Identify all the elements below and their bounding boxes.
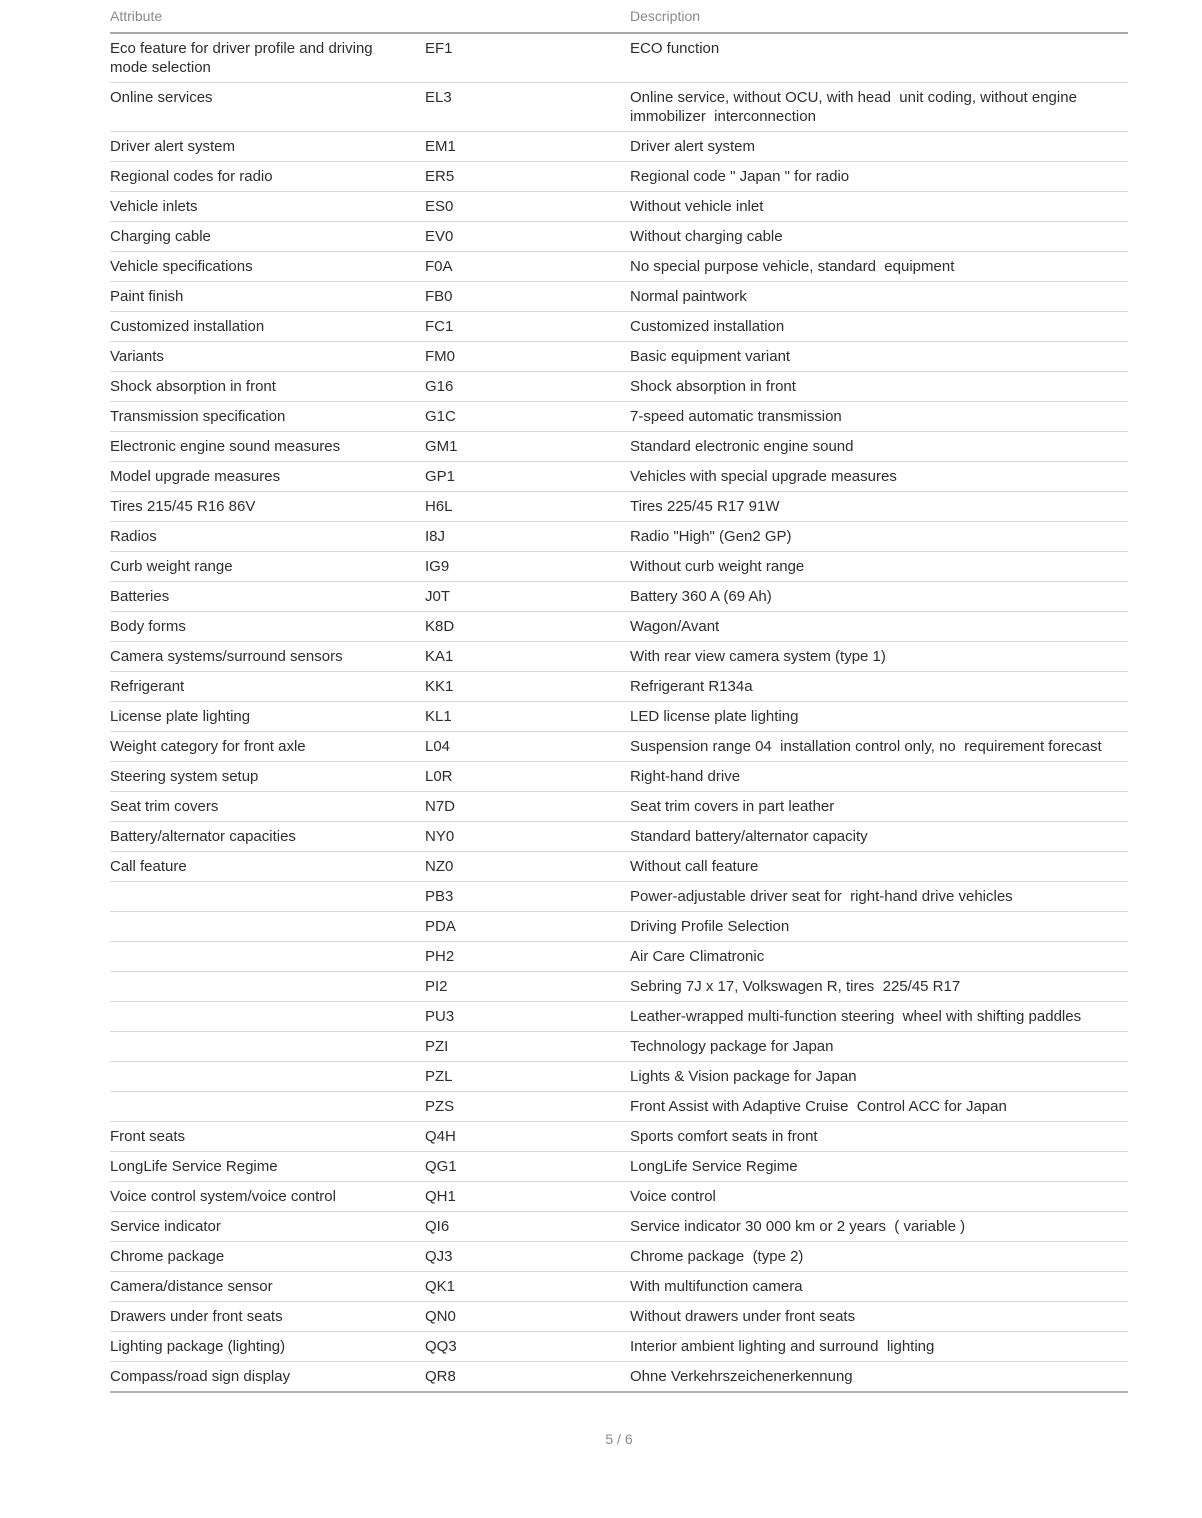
attribute-cell: Chrome package: [110, 1248, 225, 1265]
code-cell: QQ3: [425, 1338, 457, 1355]
description-cell: Lights & Vision package for Japan: [630, 1068, 857, 1085]
code-cell: QI6: [425, 1218, 450, 1235]
description-cell: LED license plate lighting: [630, 708, 799, 725]
attribute-cell: Compass/road sign display: [110, 1368, 291, 1385]
description-cell: Technology package for Japan: [630, 1038, 834, 1055]
attribute-cell: Curb weight range: [110, 558, 233, 575]
description-cell: Without call feature: [630, 858, 759, 875]
table-row: [110, 34, 1128, 83]
attribute-cell: Weight category for front axle: [110, 738, 306, 755]
table-row: [110, 732, 1128, 762]
table-row: [110, 1302, 1128, 1332]
code-cell: IG9: [425, 558, 450, 575]
description-cell: Ohne Verkehrszeichenerkennung: [630, 1368, 853, 1385]
table-row: [110, 552, 1128, 582]
code-cell: GP1: [425, 468, 456, 485]
description-cell: Without curb weight range: [630, 558, 805, 575]
attribute-cell: Variants: [110, 348, 164, 365]
description-cell: Driving Profile Selection: [630, 918, 790, 935]
code-cell: ES0: [425, 198, 454, 215]
attribute-cell: Regional codes for radio: [110, 168, 273, 185]
description-cell: 7-speed automatic transmission: [630, 408, 842, 425]
description-cell: Refrigerant R134a: [630, 678, 753, 695]
description-cell: Service indicator 30 000 km or 2 years ( variable ): [630, 1218, 966, 1235]
description-cell: ECO function: [630, 40, 720, 57]
attribute-cell: License plate lighting: [110, 708, 251, 725]
description-cell: With rear view camera system (type 1): [630, 648, 886, 665]
description-cell: Shock absorption in front: [630, 378, 796, 395]
table-row: [110, 83, 1128, 132]
description-cell: Basic equipment variant: [630, 348, 791, 365]
description-cell: Vehicles with special upgrade measures: [630, 468, 897, 485]
attribute-cell: LongLife Service Regime: [110, 1158, 278, 1175]
description-cell: Right-hand drive: [630, 768, 741, 785]
code-cell: FM0: [425, 348, 455, 365]
table-row: [110, 1182, 1128, 1212]
table-row: [110, 672, 1128, 702]
attribute-cell: Body forms: [110, 618, 186, 635]
table-row: [110, 612, 1128, 642]
code-cell: NY0: [425, 828, 455, 845]
table-row: [110, 162, 1128, 192]
attribute-cell: Eco feature for driver profile and driving mode selection: [110, 40, 377, 76]
table-row: [110, 1152, 1128, 1182]
code-cell: PZL: [425, 1068, 453, 1085]
description-cell: Sebring 7J x 17, Volkswagen R, tires 225/45 R17: [630, 978, 961, 995]
code-cell: F0A: [425, 258, 453, 275]
table-row: [110, 1272, 1128, 1302]
description-cell: Seat trim covers in part leather: [630, 798, 835, 815]
code-cell: QN0: [425, 1308, 456, 1325]
table-row: [110, 1002, 1128, 1032]
code-cell: I8J: [425, 528, 446, 545]
code-cell: QJ3: [425, 1248, 453, 1265]
table-row: [110, 132, 1128, 162]
table-row: [110, 1362, 1128, 1393]
table-row: [110, 1332, 1128, 1362]
attribute-cell: [110, 917, 425, 936]
table-row: [110, 252, 1128, 282]
description-cell: No special purpose vehicle, standard equipment: [630, 258, 955, 275]
attribute-cell: Radios: [110, 528, 157, 545]
attribute-cell: Electronic engine sound measures: [110, 438, 341, 455]
code-cell: PZS: [425, 1098, 455, 1115]
table-row: [110, 462, 1128, 492]
table-header-row: [110, 6, 1128, 34]
code-cell: L0R: [425, 768, 453, 785]
code-cell: PZI: [425, 1038, 449, 1055]
description-cell: With multifunction camera: [630, 1278, 803, 1295]
description-cell: Suspension range 04 installation control only, no requirement forecast: [630, 738, 1102, 755]
description-cell: Tires 225/45 R17 91W: [630, 498, 780, 515]
code-cell: N7D: [425, 798, 456, 815]
table-row: [110, 282, 1128, 312]
code-cell: GM1: [425, 438, 458, 455]
code-cell: FB0: [425, 288, 453, 305]
code-cell: L04: [425, 738, 451, 755]
table-row: [110, 702, 1128, 732]
attribute-cell: Steering system setup: [110, 768, 259, 785]
attributes-table: [110, 6, 1128, 1393]
code-cell: QK1: [425, 1278, 456, 1295]
code-cell: PDA: [425, 918, 456, 935]
code-cell: QH1: [425, 1188, 456, 1205]
code-cell: ER5: [425, 168, 455, 185]
table-row: [110, 1242, 1128, 1272]
description-cell: Power-adjustable driver seat for right-hand drive vehicles: [630, 888, 1013, 905]
code-cell: PI2: [425, 978, 448, 995]
attribute-cell: Service indicator: [110, 1218, 221, 1235]
attribute-cell: [110, 947, 425, 966]
code-cell: PB3: [425, 888, 454, 905]
code-cell: QG1: [425, 1158, 457, 1175]
description-cell: Front Assist with Adaptive Cruise Control ACC for Japan: [630, 1098, 1007, 1115]
attribute-cell: [110, 887, 425, 906]
table-row: [110, 1212, 1128, 1242]
attribute-cell: Tires 215/45 R16 86V: [110, 498, 256, 515]
table-row: [110, 1062, 1128, 1092]
table-row: [110, 642, 1128, 672]
attribute-cell: Charging cable: [110, 228, 211, 245]
code-cell: G1C: [425, 408, 456, 425]
description-cell: Customized installation: [630, 318, 785, 335]
description-cell: Voice control: [630, 1188, 716, 1205]
description-cell: Radio "High" (Gen2 GP): [630, 528, 792, 545]
code-cell: KA1: [425, 648, 454, 665]
table-row: [110, 1092, 1128, 1122]
table-row: [110, 882, 1128, 912]
description-cell: Battery 360 A (69 Ah): [630, 588, 772, 605]
table-row: [110, 762, 1128, 792]
attribute-cell: Vehicle specifications: [110, 258, 253, 275]
code-cell: EM1: [425, 138, 456, 155]
code-cell: Q4H: [425, 1128, 456, 1145]
description-cell: Sports comfort seats in front: [630, 1128, 818, 1145]
table-row: [110, 852, 1128, 882]
attribute-cell: Call feature: [110, 858, 187, 875]
table-row: [110, 972, 1128, 1002]
description-cell: Standard battery/alternator capacity: [630, 828, 868, 845]
attribute-cell: Drawers under front seats: [110, 1308, 283, 1325]
description-cell: LongLife Service Regime: [630, 1158, 798, 1175]
attribute-cell: Paint finish: [110, 288, 184, 305]
column-header-description: Description: [630, 8, 701, 24]
code-cell: KL1: [425, 708, 452, 725]
description-cell: Standard electronic engine sound: [630, 438, 854, 455]
table-row: [110, 792, 1128, 822]
attribute-cell: Front seats: [110, 1128, 186, 1145]
table-row: [110, 402, 1128, 432]
code-cell: EF1: [425, 40, 453, 57]
column-header-code-spacer: [425, 8, 630, 24]
table-row: [110, 312, 1128, 342]
code-cell: PH2: [425, 948, 455, 965]
attribute-cell: Seat trim covers: [110, 798, 219, 815]
description-cell: Online service, without OCU, with head unit coding, without engine immobilizer interconnection: [630, 89, 1082, 125]
table-row: [110, 492, 1128, 522]
page-number: 5 / 6: [605, 1431, 633, 1447]
attribute-cell: Customized installation: [110, 318, 265, 335]
attribute-cell: Transmission specification: [110, 408, 286, 425]
table-row: [110, 912, 1128, 942]
code-cell: K8D: [425, 618, 455, 635]
description-cell: Driver alert system: [630, 138, 756, 155]
table-row: [110, 942, 1128, 972]
attribute-cell: Online services: [110, 89, 213, 106]
code-cell: EV0: [425, 228, 454, 245]
description-cell: Interior ambient lighting and surround lighting: [630, 1338, 935, 1355]
attribute-cell: Vehicle inlets: [110, 198, 198, 215]
attribute-cell: Battery/alternator capacities: [110, 828, 296, 845]
description-cell: Without drawers under front seats: [630, 1308, 856, 1325]
attribute-cell: Shock absorption in front: [110, 378, 276, 395]
code-cell: PU3: [425, 1008, 455, 1025]
table-row: [110, 1122, 1128, 1152]
code-cell: NZ0: [425, 858, 454, 875]
code-cell: H6L: [425, 498, 453, 515]
description-cell: Without vehicle inlet: [630, 198, 764, 215]
code-cell: EL3: [425, 89, 452, 106]
code-cell: G16: [425, 378, 454, 395]
description-cell: Without charging cable: [630, 228, 783, 245]
table-row: [110, 432, 1128, 462]
table-row: [110, 1032, 1128, 1062]
code-cell: KK1: [425, 678, 454, 695]
attribute-cell: Model upgrade measures: [110, 468, 281, 485]
code-cell: FC1: [425, 318, 454, 335]
attribute-cell: Batteries: [110, 588, 170, 605]
table-row: [110, 582, 1128, 612]
table-row: [110, 822, 1128, 852]
attribute-cell: Voice control system/voice control: [110, 1188, 336, 1205]
attribute-cell: Camera systems/surround sensors: [110, 648, 343, 665]
column-header-attribute: Attribute: [110, 8, 163, 24]
attribute-cell: [110, 1097, 425, 1116]
code-cell: J0T: [425, 588, 451, 605]
table-row: [110, 222, 1128, 252]
table-row: [110, 192, 1128, 222]
description-cell: Chrome package (type 2): [630, 1248, 804, 1265]
table-row: [110, 342, 1128, 372]
table-row: [110, 522, 1128, 552]
description-cell: Air Care Climatronic: [630, 948, 765, 965]
attribute-cell: Lighting package (lighting): [110, 1338, 286, 1355]
code-cell: QR8: [425, 1368, 456, 1385]
attribute-cell: Camera/distance sensor: [110, 1278, 273, 1295]
description-cell: Normal paintwork: [630, 288, 747, 305]
attribute-cell: [110, 977, 425, 996]
attribute-cell: [110, 1067, 425, 1086]
attribute-cell: Refrigerant: [110, 678, 185, 695]
attribute-cell: [110, 1037, 425, 1056]
description-cell: Wagon/Avant: [630, 618, 720, 635]
description-cell: Leather-wrapped multi-function steering wheel with shifting paddles: [630, 1008, 1082, 1025]
attribute-cell: Driver alert system: [110, 138, 236, 155]
description-cell: Regional code " Japan " for radio: [630, 168, 850, 185]
table-row: [110, 372, 1128, 402]
table-body: [110, 34, 1128, 1393]
attribute-cell: [110, 1007, 425, 1026]
